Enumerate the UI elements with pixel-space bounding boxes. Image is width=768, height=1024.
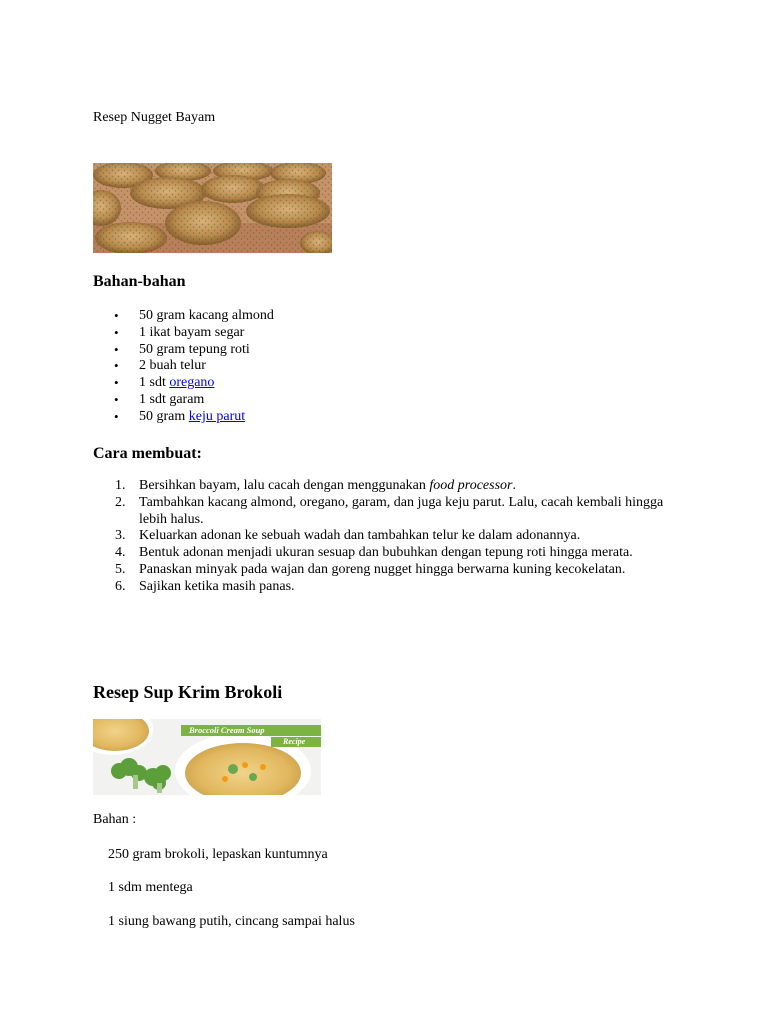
list-item: 3. Keluarkan adonan ke sebuah wadah dan tambahkan telur ke dalam adonannya. [115,528,581,544]
oregano-link[interactable]: oregano [169,375,215,391]
ingredient-line: 1 siung bawang putih, cincang sampai halus [108,914,355,929]
broccoli-soup-photo [93,719,321,795]
ingredients-label: Bahan : [93,812,137,827]
list-item: • 1 sdt oregano [93,375,274,392]
banner-subtitle: Recipe [283,737,306,746]
ingredients-heading: Bahan-bahan [93,273,186,290]
recipe2-title: Resep Sup Krim Brokoli [93,682,283,702]
ingredient-line: 250 gram brokoli, lepaskan kuntumnya [108,847,328,862]
list-item: • 50 gram tepung roti [93,342,274,359]
steps-heading: Cara membuat: [93,445,202,462]
list-item: 4. Bentuk adonan menjadi ukuran sesuap dan bubuhkan dengan tepung roti hingga merata. [115,545,633,561]
list-item: 2. Tambahkan kacang almond, oregano, garam, dan juga keju parut. Lalu, cacah kembali hingga lebih halus. [115,494,664,527]
ingredient-line: 1 sdm mentega [108,880,193,895]
list-item: 1. Bersihkan bayam, lalu cacah dengan menggunakan food processor. [115,478,516,493]
list-item: • 50 gram keju parut [93,409,274,426]
keju-parut-link[interactable]: keju parut [188,408,246,424]
list-item: • 50 gram kacang almond [93,308,274,325]
list-item: 5. Panaskan minyak pada wajan dan goreng nugget hingga berwarna kuning kecokelatan. [115,561,626,577]
nugget-photo [93,163,332,253]
list-item: 6. Sajikan ketika masih panas. [115,578,295,594]
banner-title: Broccoli Cream Soup [189,725,265,735]
recipe1-title: Resep Nugget Bayam [93,110,216,125]
list-item: • 2 buah telur [93,358,274,375]
steps-list [93,478,693,596]
list-item: • 1 ikat bayam segar [93,325,274,342]
ingredients-list [93,308,274,426]
list-item: • 1 sdt garam [93,392,274,409]
